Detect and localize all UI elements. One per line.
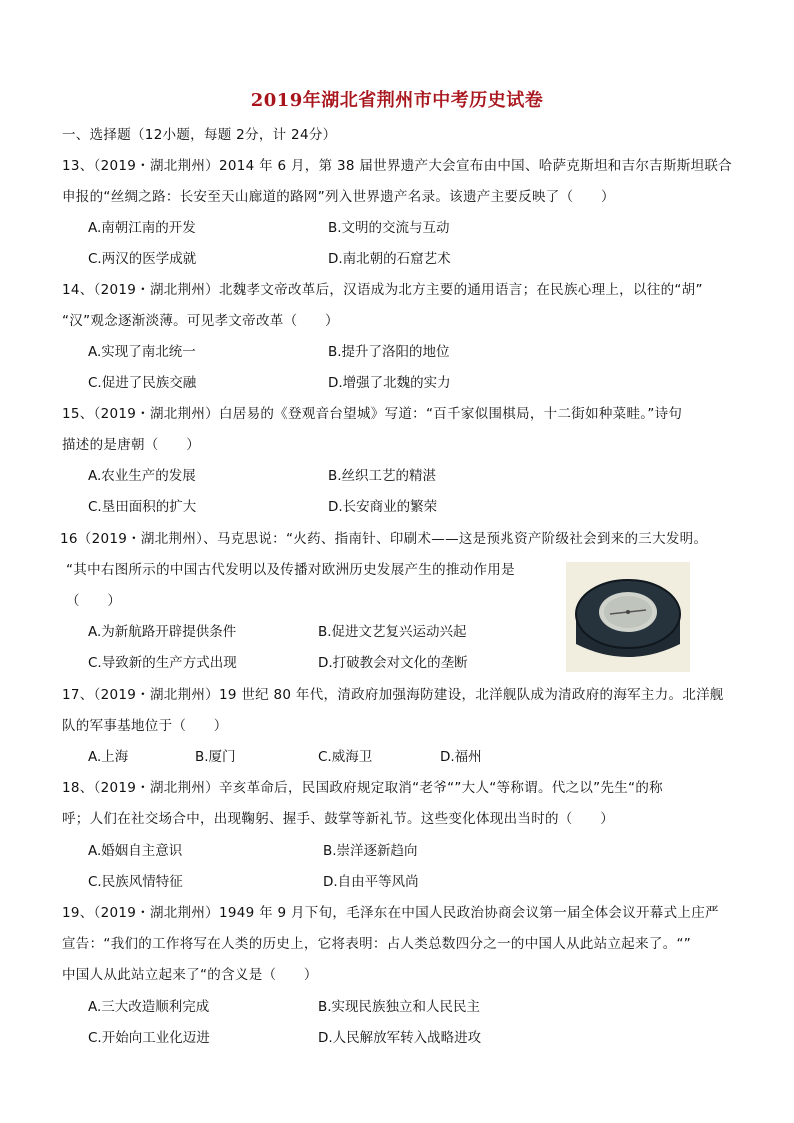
q18-option-a[interactable]: A.婚姻自主意识	[88, 843, 183, 859]
question-17-line-1: 17、（2019・湖北荆州）19 世纪 80 年代，清政府加强海防建设，北洋舰队成为清政府的海军主力。北洋舰	[62, 687, 724, 703]
q18-option-c[interactable]: C.民族风情特征	[88, 874, 183, 890]
q17-option-d[interactable]: D.福州	[440, 749, 482, 765]
q13-option-c[interactable]: C.两汉的医学成就	[88, 251, 197, 267]
question-19-line-2: 宣告：“我们的工作将写在人类的历史上，它将表明：占人类总数四分之一的中国人从此站立起来了。“”	[62, 936, 692, 952]
question-15-line-1: 15、（2019・湖北荆州）白居易的《登观音台望城》写道：“百千家似围棋局，十二街如种菜畦。”诗句	[62, 406, 683, 422]
question-15-line-2: 描述的是唐朝（ ）	[62, 437, 200, 453]
q18-option-d[interactable]: D.自由平等风尚	[323, 874, 419, 890]
q14-option-d[interactable]: D.增强了北魏的实力	[328, 375, 451, 391]
q17-option-c[interactable]: C.威海卫	[318, 749, 373, 765]
question-17-line-2: 队的军事基地位于（ ）	[62, 718, 228, 734]
exam-title: 2019年湖北省荆州市中考历史试卷	[250, 90, 544, 111]
q17-option-a[interactable]: A.上海	[88, 749, 129, 765]
q19-option-b[interactable]: B.实现民族独立和人民民主	[318, 999, 481, 1015]
question-18-line-2: 呼；人们在社交场合中，出现鞠躬、握手、鼓掌等新礼节。这些变化体现出当时的（ ）	[62, 811, 614, 827]
question-16-line-3: （ ）	[66, 593, 122, 609]
q18-option-b[interactable]: B.崇洋逐新趋向	[323, 843, 418, 859]
question-18-line-1: 18、（2019・湖北荆州）辛亥革命后，民国政府规定取消“老爷“”大人“等称谓。代之以”先生“的称	[62, 780, 663, 796]
q14-option-b[interactable]: B.提升了洛阳的地位	[328, 344, 450, 360]
q19-option-d[interactable]: D.人民解放军转入战略进攻	[318, 1030, 482, 1046]
q14-option-a[interactable]: A.实现了南北统一	[88, 344, 196, 360]
q13-option-b[interactable]: B.文明的交流与互动	[328, 220, 450, 236]
q15-option-b[interactable]: B.丝织工艺的精湛	[328, 468, 437, 484]
q15-option-a[interactable]: A.农业生产的发展	[88, 468, 196, 484]
question-16-line-2: “其中右图所示的中国古代发明以及传播对欧洲历史发展产生的推动作用是	[66, 562, 515, 578]
q16-option-a[interactable]: A.为新航路开辟提供条件	[88, 624, 237, 640]
section-heading: 一、选择题（12小题，每题 2分，计 24分）	[62, 127, 337, 143]
compass-photo	[566, 562, 690, 672]
question-13-line-2: 申报的“丝绸之路：长安至天山廊道的路网”列入世界遗产名录。该遗产主要反映了（ ）	[62, 189, 615, 205]
q16-option-d[interactable]: D.打破教会对文化的垄断	[318, 655, 468, 671]
q14-option-c[interactable]: C.促进了民族交融	[88, 375, 197, 391]
question-13-line-1: 13、（2019・湖北荆州）2014 年 6 月，第 38 届世界遗产大会宣布由中国、哈萨克斯坦和吉尔吉斯斯坦联合	[62, 158, 732, 174]
q13-option-d[interactable]: D.南北朝的石窟艺术	[328, 251, 451, 267]
q16-option-b[interactable]: B.促进文艺复兴运动兴起	[318, 624, 467, 640]
q19-option-c[interactable]: C.开始向工业化迈进	[88, 1030, 210, 1046]
q15-option-c[interactable]: C.垦田面积的扩大	[88, 499, 197, 515]
q13-option-a[interactable]: A.南朝江南的开发	[88, 220, 196, 236]
question-14-line-1: 14、（2019・湖北荆州）北魏孝文帝改革后，汉语成为北方主要的通用语言；在民族心理上，以往的“胡”	[62, 282, 703, 298]
question-16-line-1: 16（2019・湖北荆州）、马克思说：“火药、指南针、印刷术——这是预兆资产阶级社会到来的三大发明。	[60, 531, 708, 547]
question-19-line-1: 19、（2019・湖北荆州）1949 年 9 月下旬，毛泽东在中国人民政治协商会议第一届全体会议开幕式上庄严	[62, 905, 719, 921]
q17-option-b[interactable]: B.厦门	[195, 749, 236, 765]
q15-option-d[interactable]: D.长安商业的繁荣	[328, 499, 438, 515]
q19-option-a[interactable]: A.三大改造顺利完成	[88, 999, 210, 1015]
question-14-line-2: “汉”观念逐渐淡薄。可见孝文帝改革（ ）	[62, 313, 339, 329]
compass-icon	[566, 562, 690, 672]
question-19-line-3: 中国人从此站立起来了“的含义是（ ）	[62, 967, 318, 983]
q16-option-c[interactable]: C.导致新的生产方式出现	[88, 655, 237, 671]
